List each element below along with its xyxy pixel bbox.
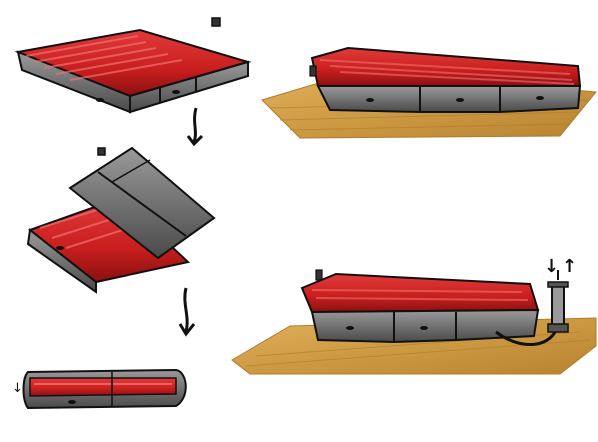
pump-down-arrow-icon: ↓ bbox=[544, 256, 560, 277]
pump-up-arrow-icon: ↑ bbox=[562, 256, 578, 277]
mattress-folding bbox=[28, 148, 214, 292]
mattress-on-wood-top-right bbox=[262, 48, 596, 138]
arrow-down-icon bbox=[188, 108, 202, 144]
hand-pump bbox=[548, 270, 568, 332]
mattress-with-pump-bottom-right bbox=[232, 270, 596, 374]
mattress-inflated-top-left bbox=[18, 18, 248, 112]
small-arrow-label: ↓ bbox=[12, 381, 23, 396]
arrow-down-icon bbox=[180, 288, 194, 334]
mattress-folded-bottom-left bbox=[24, 370, 186, 408]
